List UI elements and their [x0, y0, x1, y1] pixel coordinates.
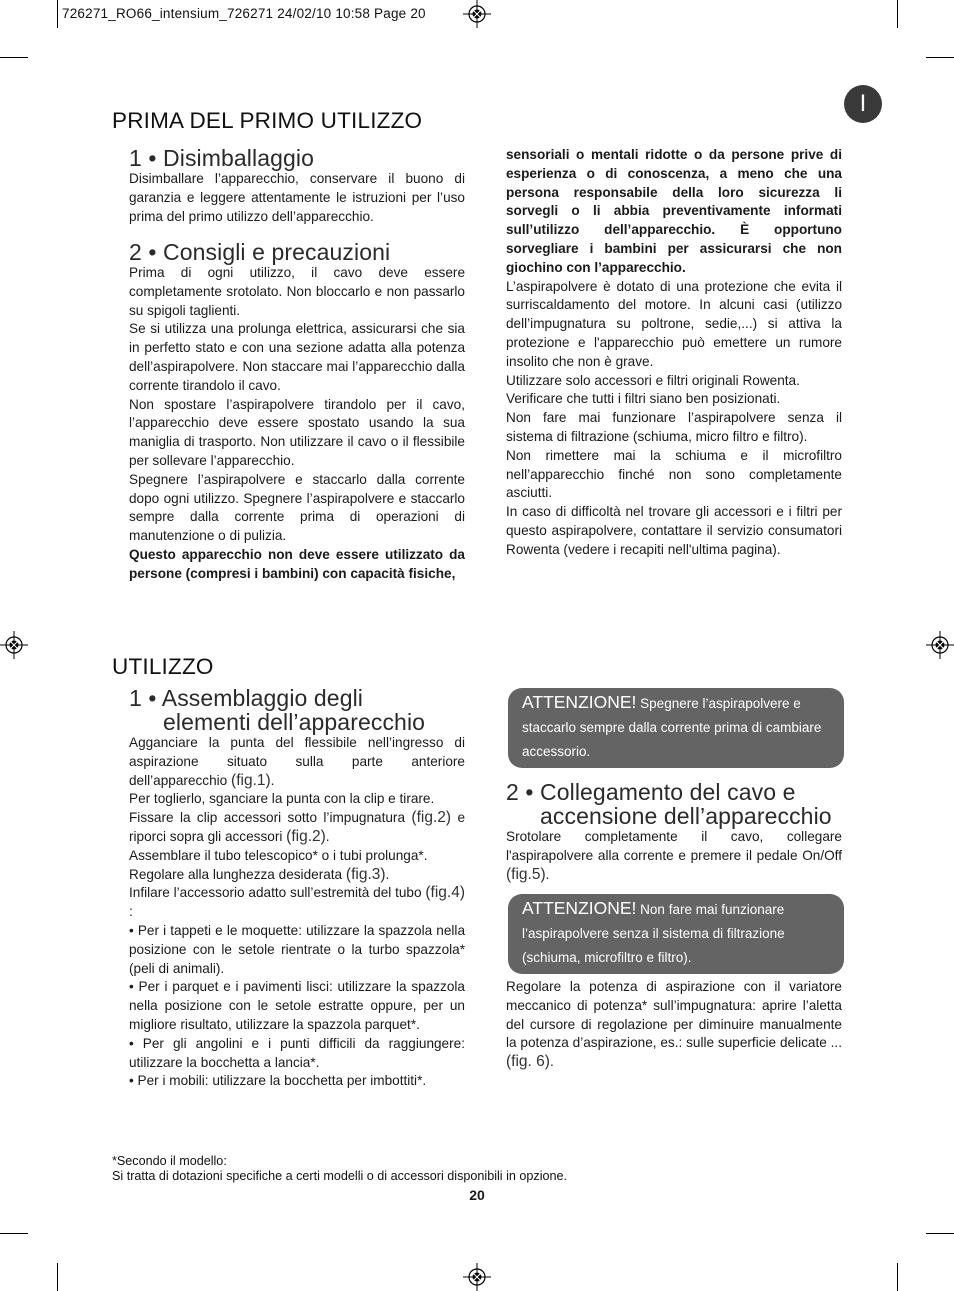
- paragraph: Agganciare la punta del flessibile nell’ingresso di aspirazione situato sulla parte anteriore dell’apparecchio (fig.1).: [129, 735, 465, 789]
- page-number: 20: [469, 1187, 485, 1203]
- crop-mark: [926, 57, 954, 58]
- right-column-s1: [506, 146, 842, 560]
- footnote: *Secondo il modello: Si tratta di dotazioni specifiche a certi modelli o di accessori disponibili in opzione.: [112, 1154, 568, 1183]
- registration-mark-icon: [463, 1263, 491, 1291]
- registration-mark-icon: [463, 0, 491, 28]
- paragraph: Non spostare l’aspirapolvere tirandolo per il cavo, l’apparecchio deve essere spostato usando la sua maniglia di trasporto. Non utilizzare il cavo o il flessibile per sollevare l’apparecchio.: [129, 396, 465, 468]
- crop-mark: [0, 57, 28, 58]
- right-column-s2b: [506, 978, 842, 1072]
- paragraph: In caso di difficoltà nel trovare gli accessori e i filtri per questo aspirapolvere, contattare il servizio consumatori Rowenta (vedere i recapiti nell'ultima pagina).: [506, 504, 842, 557]
- section-title-before-first-use: PRIMA DEL PRIMO UTILIZZO: [112, 108, 423, 133]
- paragraph: Utilizzare solo accessori e filtri originali Rowenta.: [506, 372, 800, 388]
- paragraph: Regolare alla lunghezza desiderata (fig.3).: [129, 865, 390, 883]
- list-item: • Per i mobili: utilizzare la bocchetta per imbottiti*.: [129, 1073, 427, 1089]
- figure-ref: (fig. 6): [506, 1053, 550, 1071]
- warning-paragraph: Questo apparecchio non deve essere utilizzato da persone (compresi i bambini) con capacità fisiche,: [129, 546, 465, 581]
- figure-ref: (fig.2): [286, 827, 326, 845]
- list-item: • Per i parquet e i pavimenti lisci: utilizzare la spazzola nella posizione con le setole estratte oppure, per un migliore risultato, utilizzare la spazzola parquet*.: [129, 979, 465, 1032]
- paragraph: Srotolare completamente il cavo, collegare l'aspirapolvere alla corrente e premere il pedale On/Off (fig.5).: [506, 829, 842, 883]
- paragraph: Disimballare l’apparecchio, conservare il buono di garanzia e leggere attentamente le istruzioni per l’uso prima del primo utilizzo dell’apparecchio.: [129, 171, 465, 224]
- warning-label: ATTENZIONE!: [522, 898, 637, 918]
- warning-text: Non fare mai funzionare l’aspirapolvere senza il sistema di filtrazione (schiuma, microfiltro e filtro).: [522, 902, 785, 965]
- crop-mark: [897, 0, 898, 28]
- warning-box: [508, 894, 844, 974]
- crop-mark: [897, 1263, 898, 1291]
- figure-ref: (fig.2): [411, 809, 452, 827]
- paragraph: Fissare la clip accessori sotto l’impugnatura (fig.2) e riporci sopra gli accessori (fig.2).: [129, 809, 466, 845]
- paragraph: L’aspirapolvere è dotato di una protezione che evita il surriscaldamento del motore. In alcuni casi (utilizzo dell’impugnatura su poltrone, sedie,...) si attiva la protezione e l'apparecchio può emettere un rumore insolito che non è grave.: [506, 278, 842, 369]
- figure-ref: (fig.1): [231, 771, 271, 789]
- warning-paragraph: sensoriali o mentali ridotte o da persone prive di esperienza o di conoscenza, a meno che una persona responsabile della loro sicurezza li sorvegli o li abbia preventivamente informati sull’utilizzo dell’apparecchio. È opportuno sorvegliare i bambini per assicurarsi che non giochino con l’apparecchio.: [506, 147, 842, 275]
- left-column-s1: [129, 170, 465, 226]
- warning-box: [508, 688, 844, 768]
- warning-text: Spegnere l’aspirapolvere e staccarlo sempre dalla corrente prima di cambiare accessorio.: [522, 696, 822, 759]
- paragraph: Assemblare il tubo telescopico* o i tubi prolunga*.: [129, 847, 428, 863]
- paragraph: Spegnere l’aspirapolvere e staccarlo dalla corrente dopo ogni utilizzo. Spegnere l’aspirapolvere e staccarlo sempre dalla corrente prima di operazioni di manutenzione o di pulizia.: [129, 471, 465, 544]
- figure-ref: (fig.5): [506, 865, 546, 883]
- paragraph: Per toglierlo, sganciare la punta con la clip e tirare.: [129, 791, 435, 807]
- language-badge: I: [844, 85, 882, 123]
- crop-mark: [926, 1233, 954, 1234]
- left-column-s1b: [129, 264, 465, 584]
- crop-mark: [0, 1233, 28, 1234]
- paragraph: Non rimettere mai la schiuma e il microfiltro nell’apparecchio finché non sono completamente asciutti.: [506, 447, 842, 501]
- figure-ref: (fig.4): [425, 884, 465, 902]
- subsection-title-advice: 2 • Consigli e precauzioni: [129, 239, 391, 265]
- figure-ref: (fig.3): [345, 865, 386, 883]
- registration-mark-icon: [926, 631, 954, 659]
- paragraph: Prima di ogni utilizzo, il cavo deve essere completamente srotolato. Non bloccarlo e non passarlo su spigoli taglienti.: [129, 265, 465, 318]
- right-column-s2: [506, 828, 842, 884]
- print-slug: 726271_RO66_intensium_726271 24/02/10 10:58 Page 20: [62, 6, 426, 21]
- list-item: • Per i tappeti e le moquette: utilizzare la spazzola nella posizione con le setole rientrate o la turbo spazzola* (peli di animali).: [129, 922, 465, 976]
- subsection-title-connection: 2 • Collegamento del cavo e accensione dell’apparecchio: [506, 779, 832, 829]
- left-column-s2: [129, 734, 465, 1091]
- paragraph: Verificare che tutti i filtri siano ben posizionati.: [506, 391, 781, 407]
- subsection-title-assembly: 1 • Assemblaggio degli elementi dell’apparecchio: [129, 685, 426, 735]
- crop-mark: [57, 0, 58, 28]
- paragraph: Infilare l’accessorio adatto sull’estremità del tubo (fig.4) :: [129, 884, 465, 920]
- paragraph: Non fare mai funzionare l’aspirapolvere senza il sistema di filtrazione (schiuma, micro filtro e filtro).: [506, 410, 842, 444]
- crop-mark: [57, 1263, 58, 1291]
- list-item: • Per gli angolini e i punti difficili da raggiungere: utilizzare la bocchetta a lancia*.: [129, 1035, 465, 1070]
- paragraph: Regolare la potenza di aspirazione con il variatore meccanico di potenza* sull’impugnatura: aprire l’aletta del cursore di regolazione per diminuire manualmente la potenza d’aspirazione, es.: sulle superficie delicate ... (fig. 6).: [506, 979, 842, 1071]
- subsection-title-unpacking: 1 • Disimballaggio: [129, 145, 314, 171]
- registration-mark-icon: [0, 631, 28, 659]
- warning-label: ATTENZIONE!: [522, 692, 637, 712]
- paragraph: Se si utilizza una prolunga elettrica, assicurarsi che sia in perfetto stato e con una sezione adatta alla potenza dell’aspirapolvere. Non staccare mai l’apparecchio dalla corrente tirandolo il cavo.: [129, 321, 465, 393]
- section-title-usage: UTILIZZO: [112, 654, 214, 679]
